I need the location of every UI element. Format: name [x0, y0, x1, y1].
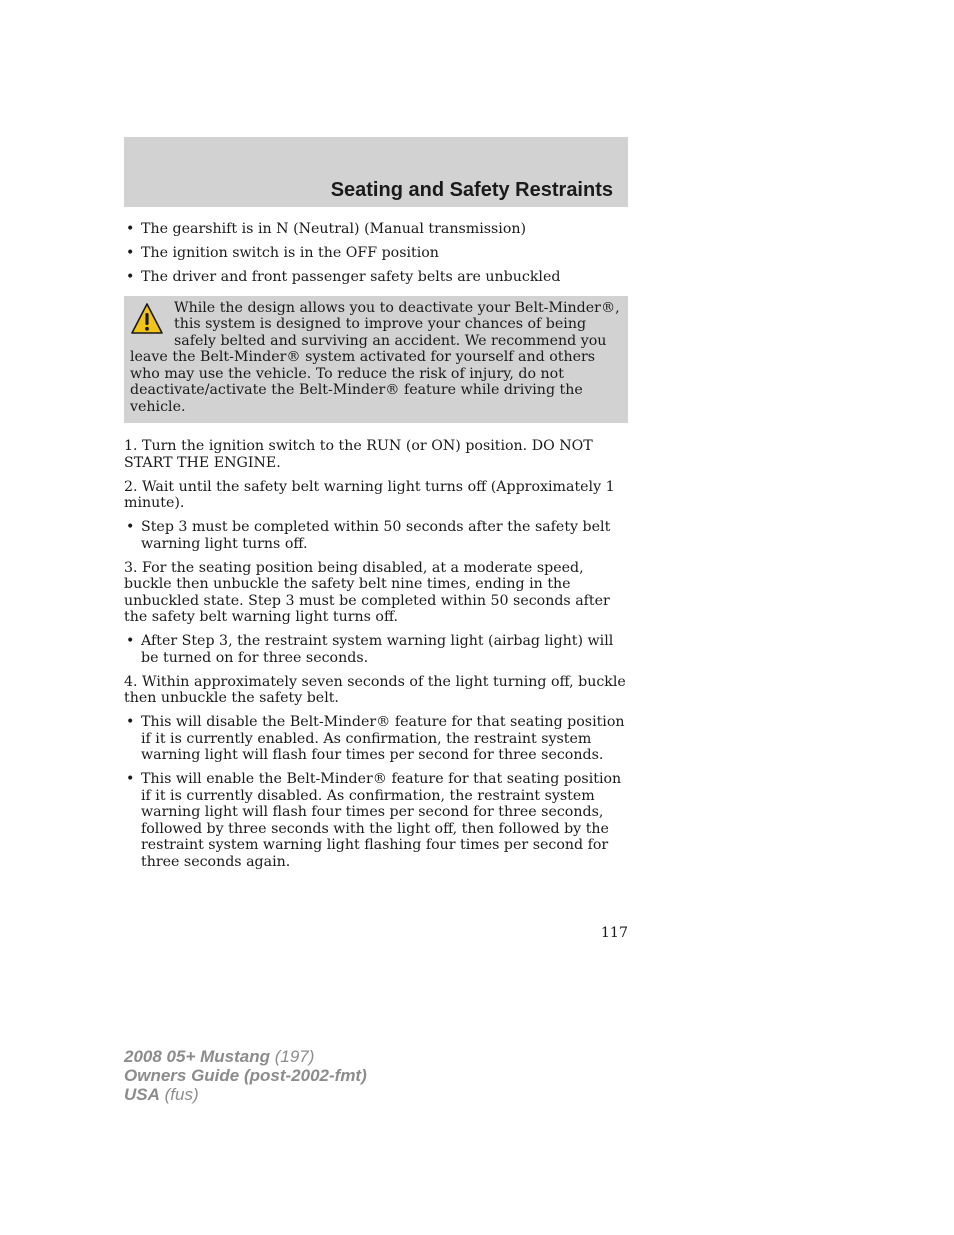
step-1-text: 1. Turn the ignition switch to the RUN (or ON) position. DO NOT START THE ENGINE.: [124, 438, 593, 471]
step-3-text: 3. For the seating position being disabled, at a moderate speed, buckle then unbuckle the safety belt nine times, ending in the unbuckled state. Step 3 must be completed within 50 seconds after the safety belt warning light turns off.: [124, 559, 610, 625]
list-item: • After Step 3, the restraint system warning light (airbag light) will be turned on for three seconds.: [124, 633, 628, 666]
list-item: • The driver and front passenger safety belts are unbuckled: [124, 269, 628, 286]
page-content: [124, 221, 628, 878]
footer-model-code: (197): [270, 1047, 315, 1066]
list-item: • Step 3 must be completed within 50 seconds after the safety belt warning light turns off.: [124, 519, 628, 552]
list-item: • The ignition switch is in the OFF position: [124, 245, 628, 262]
step-4-bullet-list: [124, 714, 628, 870]
section-title: Seating and Safety Restraints: [330, 179, 613, 201]
step-4-text: 4. Within approximately seven seconds of the light turning off, buckle then unbuckle the safety belt.: [124, 673, 626, 706]
step-2-text: 2. Wait until the safety belt warning light turns off (Approximately 1 minute).: [124, 478, 615, 511]
warning-text: While the design allows you to deactivate your Belt-Minder®, this system is designed to improve your chances of being safely belted and surviving an accident. We recommend you leave the Belt-Minder® system activated for yourself and others who may use the vehicle. To reduce the risk of injury, do not deactivate/activate the Belt-Minder® feature while driving the vehicle.: [130, 299, 620, 415]
footer-market-code: (fus): [159, 1085, 199, 1104]
footer-guide: Owners Guide (post-2002-fmt): [124, 1066, 367, 1085]
warning-triangle-icon: [130, 302, 164, 336]
footer-market: USA: [124, 1085, 160, 1104]
list-item: • This will disable the Belt-Minder® feature for that seating position if it is currently enabled. As confirmation, the restraint system warning light will flash four times per second for three seconds.: [124, 714, 628, 764]
intro-bullet-list: [124, 221, 628, 286]
footer-line-3: [124, 1085, 367, 1104]
list-item: • The gearshift is in N (Neutral) (Manual transmission): [124, 221, 628, 238]
footer-model: 2008 05+ Mustang: [124, 1047, 270, 1066]
section-header-band: [124, 137, 628, 207]
footer-line-2: [124, 1066, 367, 1085]
page-number: 117: [600, 925, 628, 941]
footer-line-1: [124, 1047, 367, 1066]
list-item: • This will enable the Belt-Minder® feature for that seating position if it is currently disabled. As confirmation, the restraint system warning light will flash four times per second for three seconds, followed by three seconds with the light off, then followed by the restraint system warning light flashing four times per second for three seconds again.: [124, 771, 628, 870]
step-2-bullet-list: [124, 519, 628, 552]
document-footer: [124, 1047, 367, 1104]
warning-box: [124, 296, 628, 424]
step-3-bullet-list: [124, 633, 628, 666]
